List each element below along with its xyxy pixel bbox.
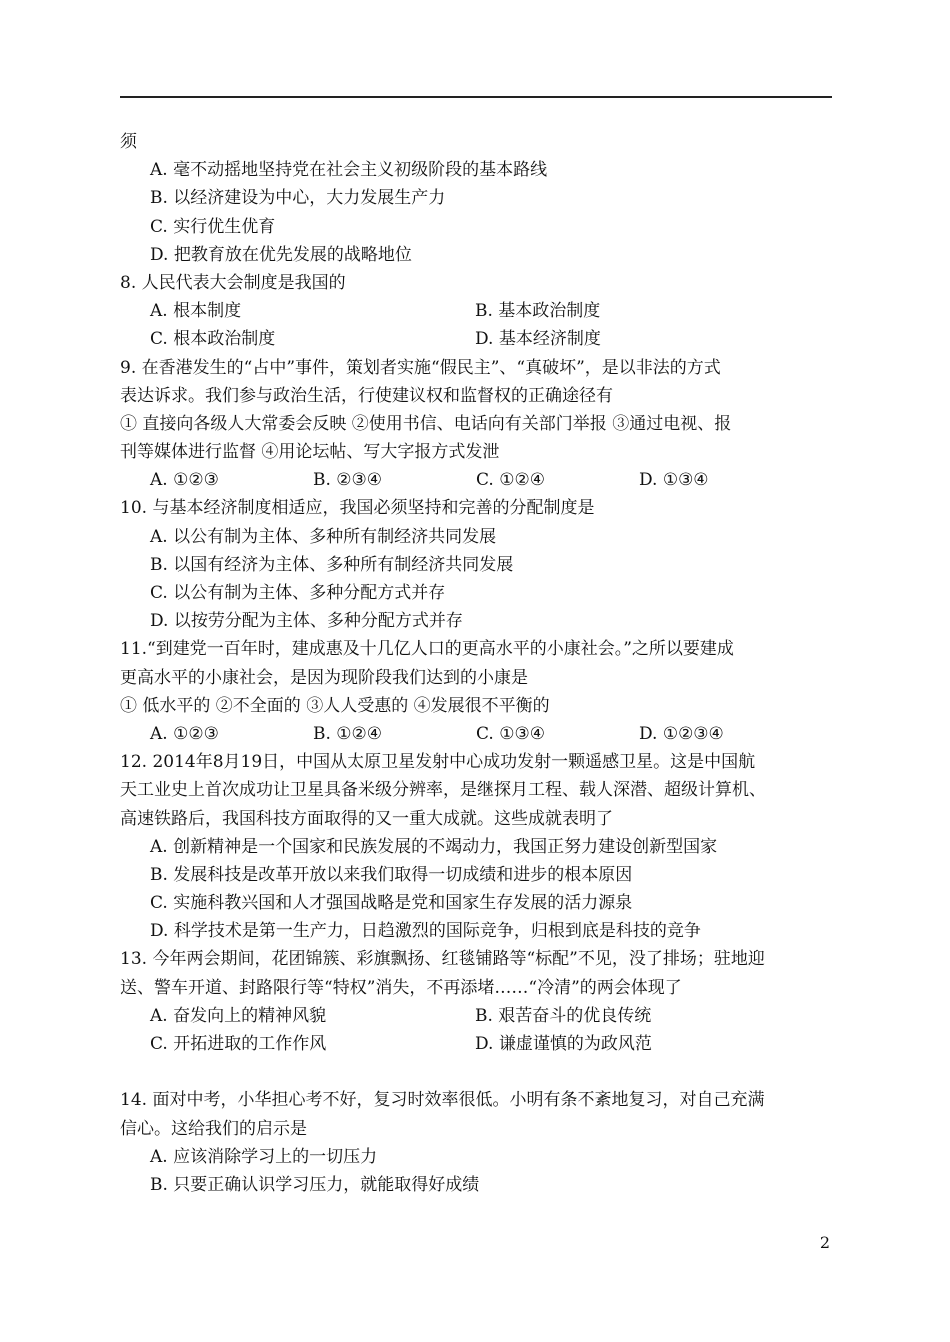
q9-stem-line-3: ① 直接向各级人大常委会反映 ②使用书信、电话向有关部门举报 ③通过电视、报 [120, 413, 732, 434]
q13-options-row-2 [120, 1030, 832, 1058]
q8-options-row-1 [120, 297, 832, 325]
q10-stem: 10. 与基本经济制度相适应，我国必须坚持和完善的分配制度是 [120, 498, 595, 519]
q13-options-row-1 [120, 1002, 832, 1030]
q11-stem-line-2: 更高水平的小康社会，是因为现阶段我们达到的小康是 [120, 667, 528, 688]
q9-options-row [120, 466, 832, 494]
q14-option-a: A. 应该消除学习上的一切压力 [150, 1146, 378, 1167]
q13-option-b: B. 艰苦奋斗的优良传统 [475, 1005, 652, 1026]
q10-option-d: D. 以按劳分配为主体、多种分配方式并存 [150, 611, 463, 632]
q9-option-b: B. ②③④ [313, 470, 383, 491]
q13-stem-line-2: 送、警车开道、封路限行等“特权”消失，不再添堵……“冷清”的两会体现了 [120, 977, 682, 998]
q12-stem-line-3: 高速铁路后，我国科技方面取得的又一重大成就。这些成就表明了 [120, 808, 613, 829]
q10-option-c: C. 以公有制为主体、多种分配方式并存 [150, 583, 446, 603]
q11-option-b: B. ①②④ [313, 723, 383, 744]
q13-option-d: D. 谦虚谨慎的为政风范 [475, 1034, 652, 1054]
q7-option-b: B. 以经济建设为中心，大力发展生产力 [150, 188, 446, 209]
q7-option-d: D. 把教育放在优先发展的战略地位 [150, 244, 412, 265]
q13-option-a: A. 奋发向上的精神风貌 [150, 1005, 327, 1026]
q11-option-a: A. ①②③ [150, 723, 219, 744]
q12-option-c: C. 实施科教兴国和人才强国战略是党和国家生存发展的活力源泉 [150, 893, 633, 914]
q9-stem-line-1: 9. 在香港发生的“占中”事件，策划者实施“假民主”、“真破坏”，是以非法的方式 [120, 357, 721, 378]
q8-stem: 8. 人民代表大会制度是我国的 [120, 272, 346, 293]
q7-stem-tail: 须 [120, 132, 137, 152]
q9-option-d: D. ①③④ [639, 470, 709, 491]
q7-option-c: C. 实行优生优育 [150, 216, 276, 237]
page-number: 2 [819, 1233, 830, 1252]
q11-stem-line-3: ① 低水平的 ②不全面的 ③人人受惠的 ④发展很不平衡的 [120, 695, 550, 716]
q12-option-a: A. 创新精神是一个国家和民族发展的不竭动力，我国正努力建设创新型国家 [150, 836, 718, 857]
q14-stem-line-2: 信心。这给我们的启示是 [120, 1118, 307, 1139]
q10-option-b: B. 以国有经济为主体、多种所有制经济共同发展 [150, 554, 514, 575]
q8-option-d: D. 基本经济制度 [475, 329, 601, 350]
q8-option-a: A. 根本制度 [150, 301, 242, 322]
q10-option-a: A. 以公有制为主体、多种所有制经济共同发展 [150, 526, 497, 547]
q11-option-d: D. ①②③④ [639, 723, 724, 744]
q9-option-a: A. ①②③ [150, 470, 219, 491]
q12-stem-line-1: 12. 2014年8月19日，中国从太原卫星发射中心成功发射一颗遥感卫星。这是中国航 [120, 752, 756, 773]
exam-page [120, 128, 832, 1199]
header-rule [120, 96, 832, 98]
q9-option-c: C. ①②④ [476, 470, 545, 491]
q8-option-b: B. 基本政治制度 [475, 301, 601, 322]
q12-option-d: D. 科学技术是第一生产力，日趋激烈的国际竞争，归根到底是科技的竞争 [150, 921, 701, 942]
blank-line [120, 1058, 832, 1086]
q12-stem-line-2: 天工业史上首次成功让卫星具备米级分辨率，是继探月工程、载人深潜、超级计算机、 [120, 780, 766, 801]
q8-options-row-2 [120, 325, 832, 353]
q14-stem-line-1: 14. 面对中考，小华担心考不好，复习时效率很低。小明有条不紊地复习，对自己充满 [120, 1090, 765, 1111]
q9-stem-line-2: 表达诉求。我们参与政治生活，行使建议权和监督权的正确途径有 [120, 385, 613, 406]
q11-option-c: C. ①③④ [476, 723, 545, 744]
q11-options-row [120, 720, 832, 748]
q12-option-b: B. 发展科技是改革开放以来我们取得一切成绩和进步的根本原因 [150, 864, 633, 885]
q14-option-b: B. 只要正确认识学习压力，就能取得好成绩 [150, 1174, 480, 1195]
q11-stem-line-1: 11.“到建党一百年时，建成惠及十几亿人口的更高水平的小康社会。”之所以要建成 [120, 639, 734, 660]
q13-option-c: C. 开拓进取的工作作风 [150, 1034, 327, 1054]
q8-option-c: C. 根本政治制度 [150, 329, 276, 350]
q7-option-a: A. 毫不动摇地坚持党在社会主义初级阶段的基本路线 [150, 160, 548, 181]
q9-stem-line-4: 刊等媒体进行监督 ④用论坛帖、写大字报方式发泄 [120, 442, 500, 463]
q13-stem-line-1: 13. 今年两会期间，花团锦簇、彩旗飘扬、红毯铺路等“标配”不见，没了排场；驻地迎 [120, 949, 765, 970]
